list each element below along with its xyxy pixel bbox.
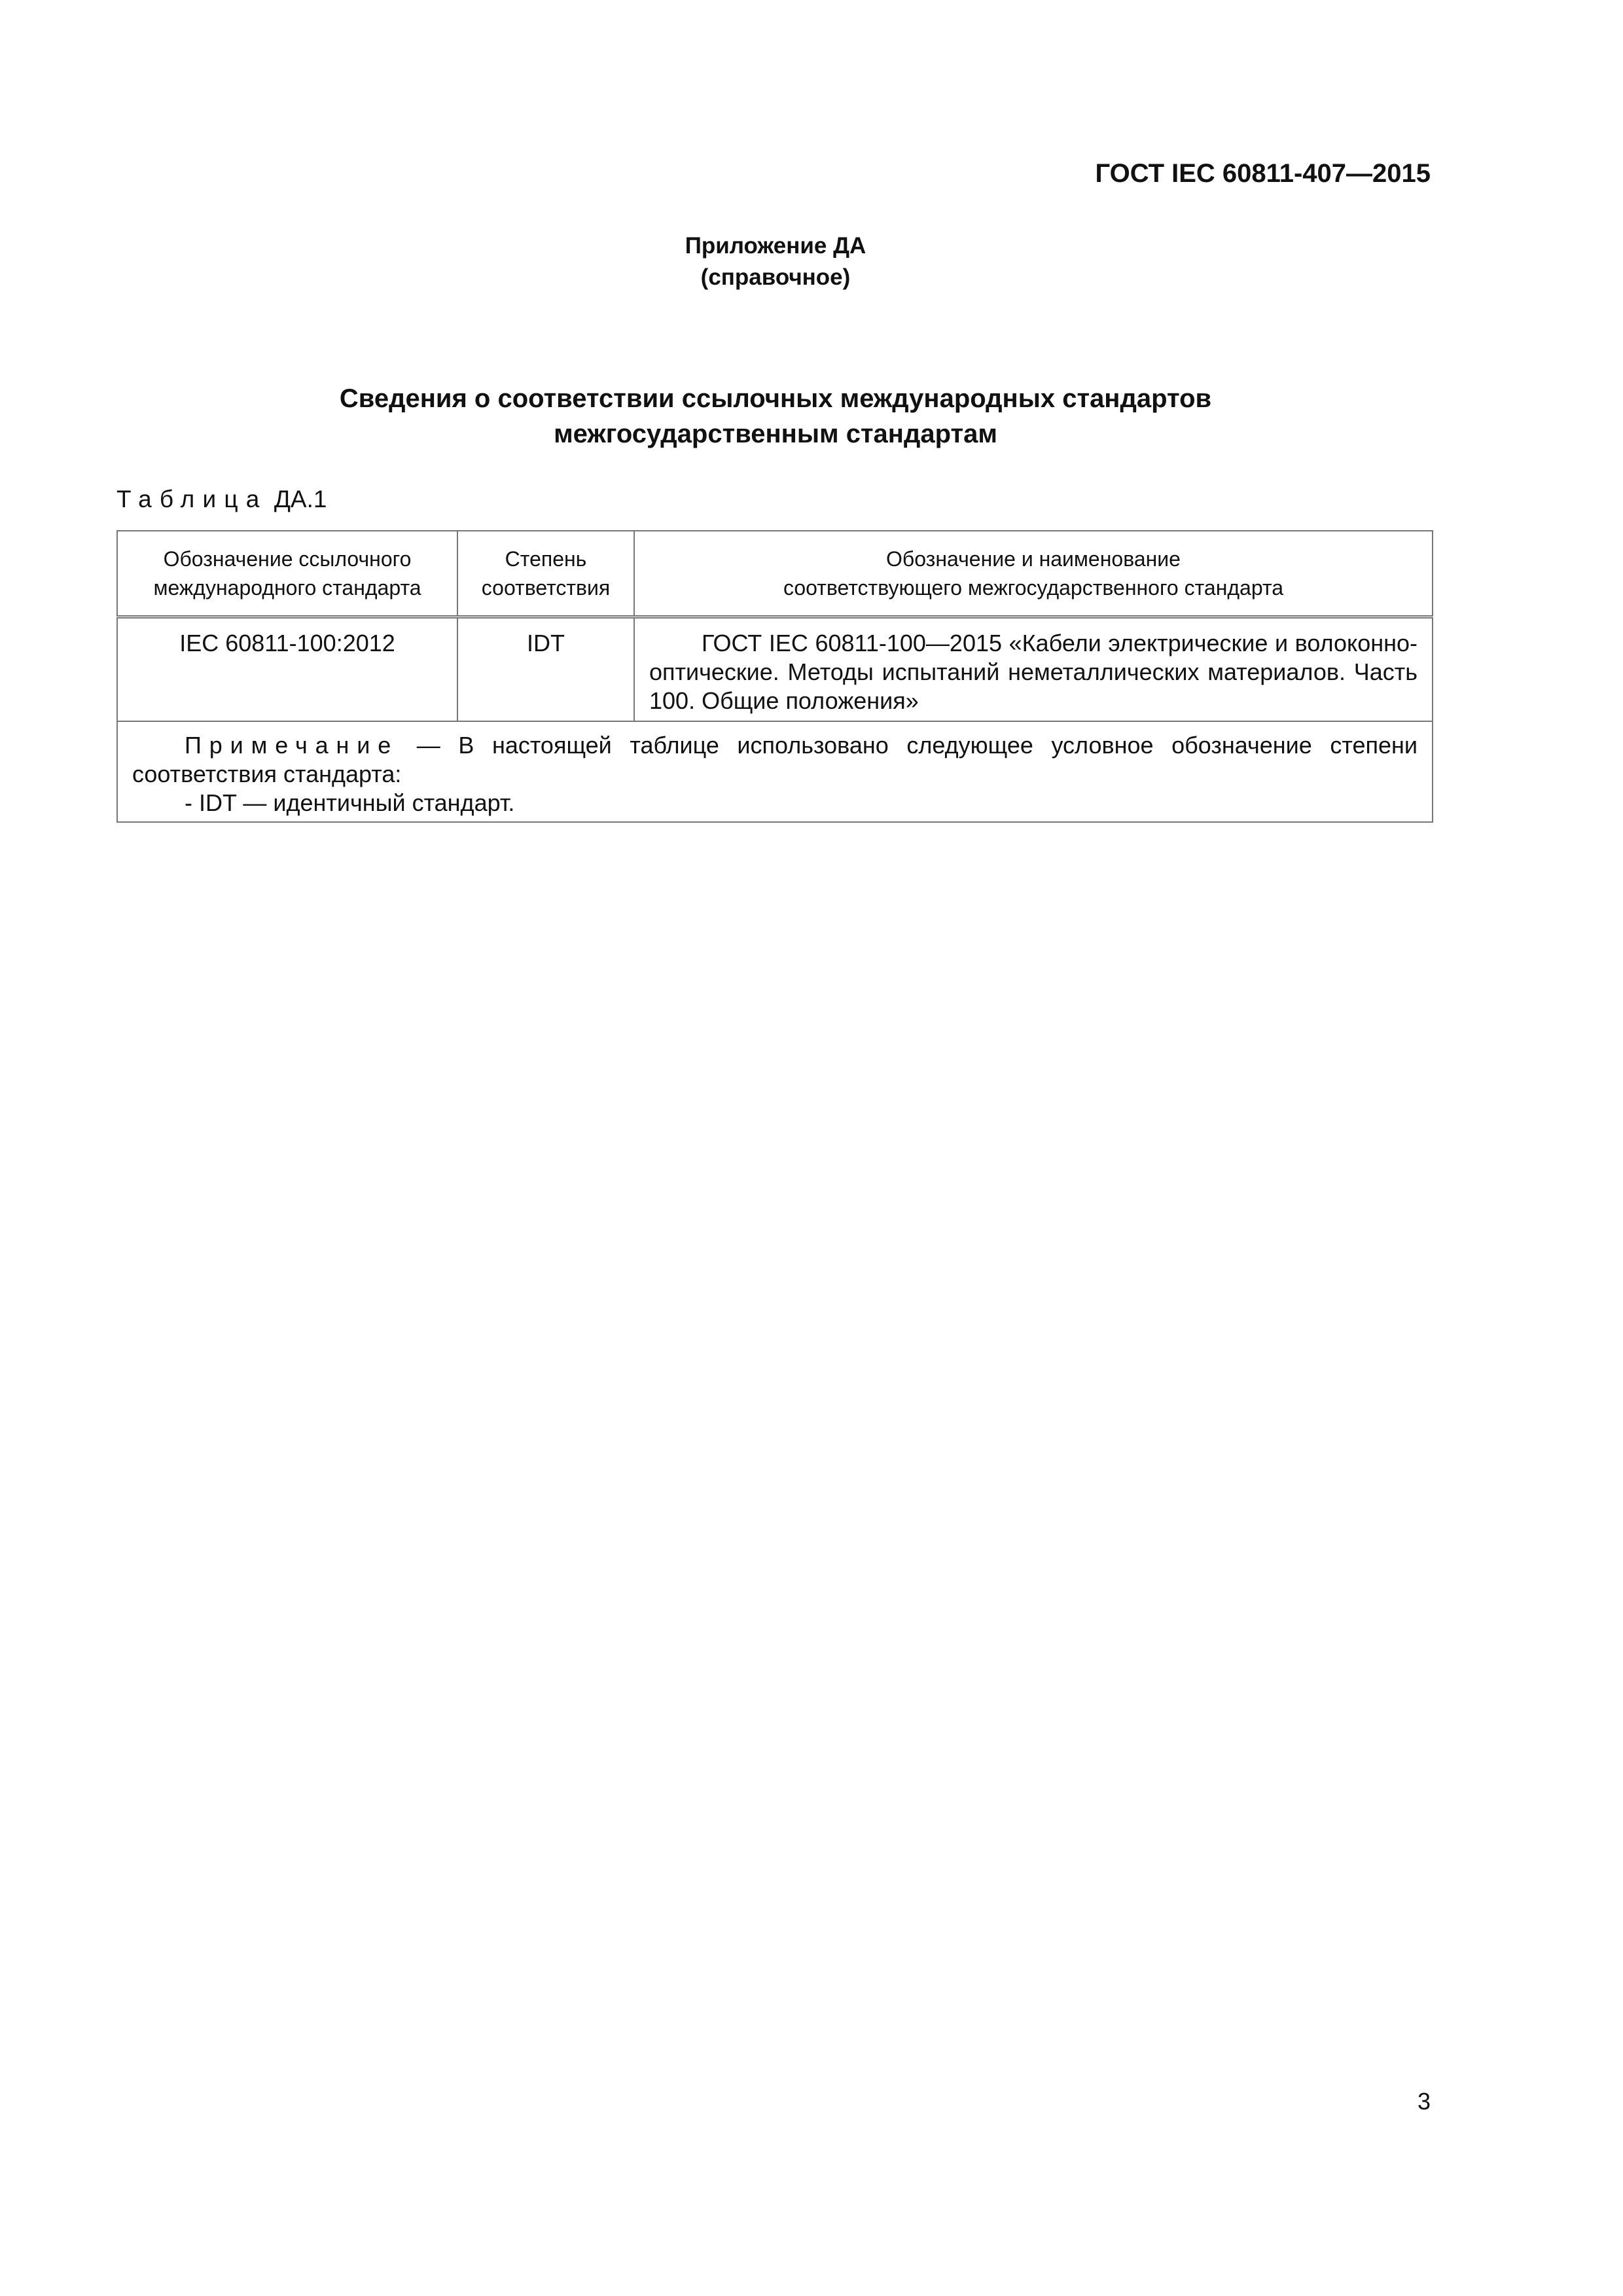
annex-title: Приложение ДА	[685, 233, 866, 259]
header-degree: Степень соответствия	[457, 531, 634, 617]
table-row	[117, 617, 1433, 722]
section-heading	[0, 381, 1551, 452]
table-caption	[116, 486, 327, 513]
note-item: - IDT — идентичный стандарт.	[185, 789, 515, 816]
cell-national-standard: ГОСТ IEC 60811-100—2015 «Кабели электрические и волоконно-оптические. Методы испытаний неметаллических материалов. Часть 100. Общие положения»	[634, 617, 1433, 722]
header-reference-standard: Обозначение ссылочного международного стандарта	[117, 531, 457, 617]
note-text: — В настоящей таблице использовано следующее условное обозначение степени соответствия стандарта:	[132, 732, 1418, 787]
table-note-row	[117, 721, 1433, 822]
note-label: Примечание	[185, 732, 399, 759]
table-note	[117, 721, 1433, 822]
cell-reference-standard: IEC 60811-100:2012	[117, 617, 457, 722]
heading-line-1: Сведения о соответствии ссылочных международных стандартов	[339, 384, 1212, 413]
heading-line-2: межгосударственным стандартам	[554, 420, 997, 448]
table-header-row	[117, 531, 1433, 617]
annex-kind: (справочное)	[700, 264, 851, 290]
annex-block	[0, 230, 1551, 293]
page-number: 3	[1417, 2088, 1431, 2115]
table-caption-word: Таблица	[116, 486, 268, 512]
document-id: ГОСТ IEC 60811-407—2015	[1095, 159, 1431, 188]
cell-degree: IDT	[457, 617, 634, 722]
header-national-standard: Обозначение и наименование соответствующего межгосударственного стандарта	[634, 531, 1433, 617]
correspondence-table	[116, 530, 1433, 823]
table-caption-number: ДА.1	[274, 486, 327, 512]
